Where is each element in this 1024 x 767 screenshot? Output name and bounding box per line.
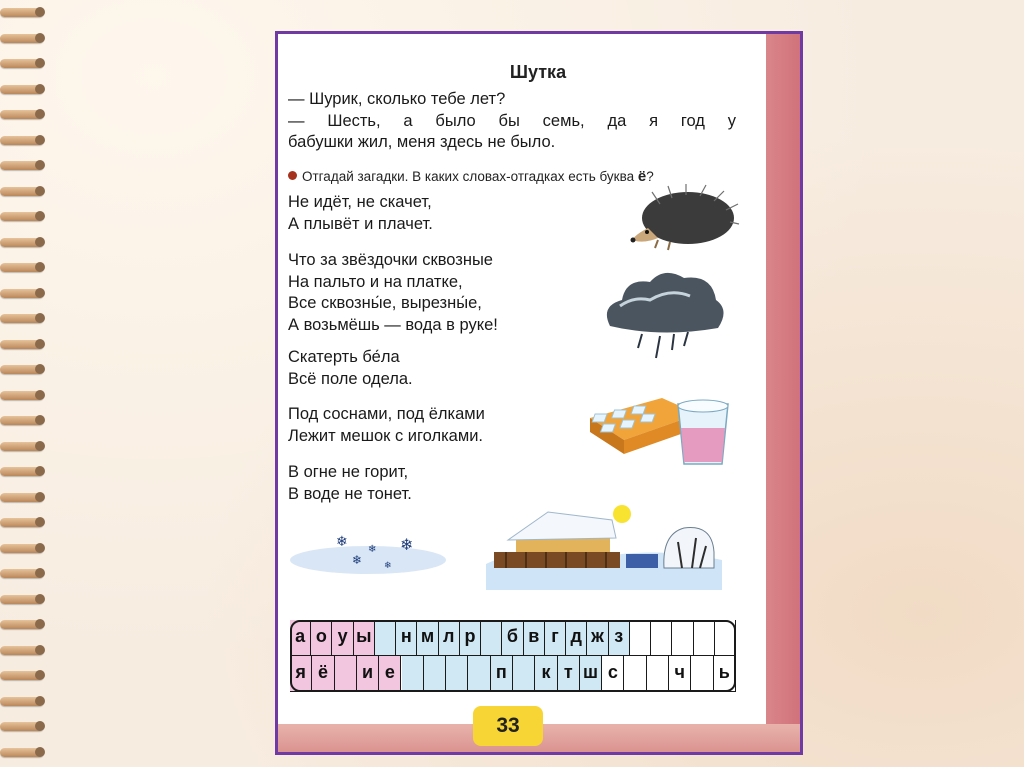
binding-hole (35, 288, 45, 298)
binding-hole (35, 237, 45, 247)
letter-cell (694, 620, 715, 656)
task-instruction (288, 168, 748, 185)
letter-cell: п (491, 656, 513, 692)
riddle-line: Скатерть бе́ла (288, 348, 400, 366)
letter-cell: ч (669, 656, 691, 692)
rain-cloud-icon (600, 266, 728, 366)
riddle-line: Лежит мешок с иголками. (288, 426, 484, 445)
letter-cell (672, 620, 693, 656)
letter-cell: я (290, 656, 312, 692)
letter-cell: д (566, 620, 587, 656)
binding-hole (35, 364, 45, 374)
riddle-line: Не идёт, не скачет, (288, 193, 432, 211)
binding-hole (35, 33, 45, 43)
task-letter: ё (637, 168, 647, 185)
letter-cell: и (357, 656, 379, 692)
letter-cell: ш (580, 656, 602, 692)
letter-cell (335, 656, 357, 692)
svg-text:❄: ❄ (384, 561, 392, 571)
riddle-line: На пальто и на платке, (288, 272, 463, 291)
binding-hole (35, 747, 45, 757)
letter-cell: у (332, 620, 353, 656)
binding-hole (35, 262, 45, 272)
binding-hole (35, 186, 45, 196)
bullet-icon (288, 171, 297, 180)
letter-cell (625, 656, 647, 692)
riddle-line: Все сквозны́е, вырезны́е, (288, 294, 482, 312)
riddle-4 (288, 404, 485, 447)
notebook-binding (0, 0, 50, 767)
letter-cell (468, 656, 490, 692)
binding-hole (35, 58, 45, 68)
letter-cell: ж (587, 620, 608, 656)
letter-cell (647, 656, 669, 692)
binding-hole (35, 135, 45, 145)
hedgehog-icon (630, 184, 740, 252)
svg-text:❄: ❄ (336, 534, 348, 550)
binding-hole (35, 670, 45, 680)
binding-hole (35, 645, 45, 655)
letter-cell: р (460, 620, 481, 656)
riddle-1 (288, 192, 433, 235)
joke-line: бабушки жил, меня здесь не было. (288, 133, 556, 151)
riddle-line: Что за звёздочки сквозные (288, 251, 493, 269)
svg-text:❄: ❄ (352, 553, 363, 567)
binding-hole (35, 696, 45, 706)
letter-cell: к (535, 656, 557, 692)
binding-hole (35, 84, 45, 94)
binding-hole (35, 492, 45, 502)
letter-cell: о (311, 620, 332, 656)
letter-cell: т (558, 656, 580, 692)
joke-line: — Шесть, а было бы семь, да я год у (288, 111, 736, 130)
binding-hole (35, 517, 45, 527)
letter-cell (715, 620, 736, 656)
letter-cell (446, 656, 468, 692)
letter-cell: л (439, 620, 460, 656)
letter-cell: с (602, 656, 624, 692)
joke-line: — Шурик, сколько тебе лет? (288, 90, 506, 108)
riddle-line: А плывёт и плачет. (288, 214, 433, 233)
letter-cell: н (396, 620, 417, 656)
binding-hole (35, 568, 45, 578)
winter-house-icon (486, 494, 722, 590)
riddle-line: В воде не тонет. (288, 484, 412, 503)
letter-cell: ы (354, 620, 375, 656)
page-number: 33 (473, 706, 543, 746)
letter-cell: м (417, 620, 438, 656)
riddle-line: В огне не горит, (288, 463, 409, 481)
letter-cell (424, 656, 446, 692)
binding-hole (35, 211, 45, 221)
letter-cell: б (502, 620, 523, 656)
snowflakes-icon (288, 524, 448, 584)
letter-cell (481, 620, 502, 656)
riddle-line: А возьмёшь — вода в руке! (288, 315, 498, 334)
letter-grid (290, 620, 736, 692)
binding-hole (35, 543, 45, 553)
binding-hole (35, 339, 45, 349)
binding-hole (35, 594, 45, 604)
letter-cell: ь (714, 656, 736, 692)
page-edge (766, 34, 803, 755)
binding-hole (35, 721, 45, 731)
binding-hole (35, 160, 45, 170)
ice-tray-icon (588, 384, 738, 474)
task-text: Отгадай загадки. В каких словах-отгадках есть буква (302, 169, 635, 184)
riddle-3 (288, 347, 413, 390)
riddle-line: Всё поле одела. (288, 369, 413, 388)
task-suffix: ? (646, 169, 654, 184)
letter-cell (402, 656, 424, 692)
letter-cell (513, 656, 535, 692)
riddle-5 (288, 462, 412, 505)
book-page-frame (275, 31, 803, 755)
letter-cell: в (524, 620, 545, 656)
svg-text:❄: ❄ (400, 535, 414, 554)
binding-hole (35, 7, 45, 17)
riddle-line: Под соснами, под ёлками (288, 405, 485, 423)
letter-cell: ё (312, 656, 334, 692)
letter-cell: з (609, 620, 630, 656)
binding-hole (35, 109, 45, 119)
binding-hole (35, 390, 45, 400)
page-title: Шутка (509, 62, 567, 82)
letter-cell: г (545, 620, 566, 656)
letter-cell (375, 620, 396, 656)
binding-hole (35, 441, 45, 451)
binding-hole (35, 619, 45, 629)
binding-hole (35, 313, 45, 323)
letter-cell (691, 656, 713, 692)
letter-cell: е (379, 656, 401, 692)
joke-text (288, 89, 736, 154)
binding-hole (35, 415, 45, 425)
riddle-2 (288, 250, 498, 336)
letter-cell (630, 620, 651, 656)
letter-cell: а (290, 620, 311, 656)
book-page (278, 34, 766, 724)
letter-cell (651, 620, 672, 656)
binding-hole (35, 466, 45, 476)
svg-text:❄: ❄ (368, 544, 377, 555)
